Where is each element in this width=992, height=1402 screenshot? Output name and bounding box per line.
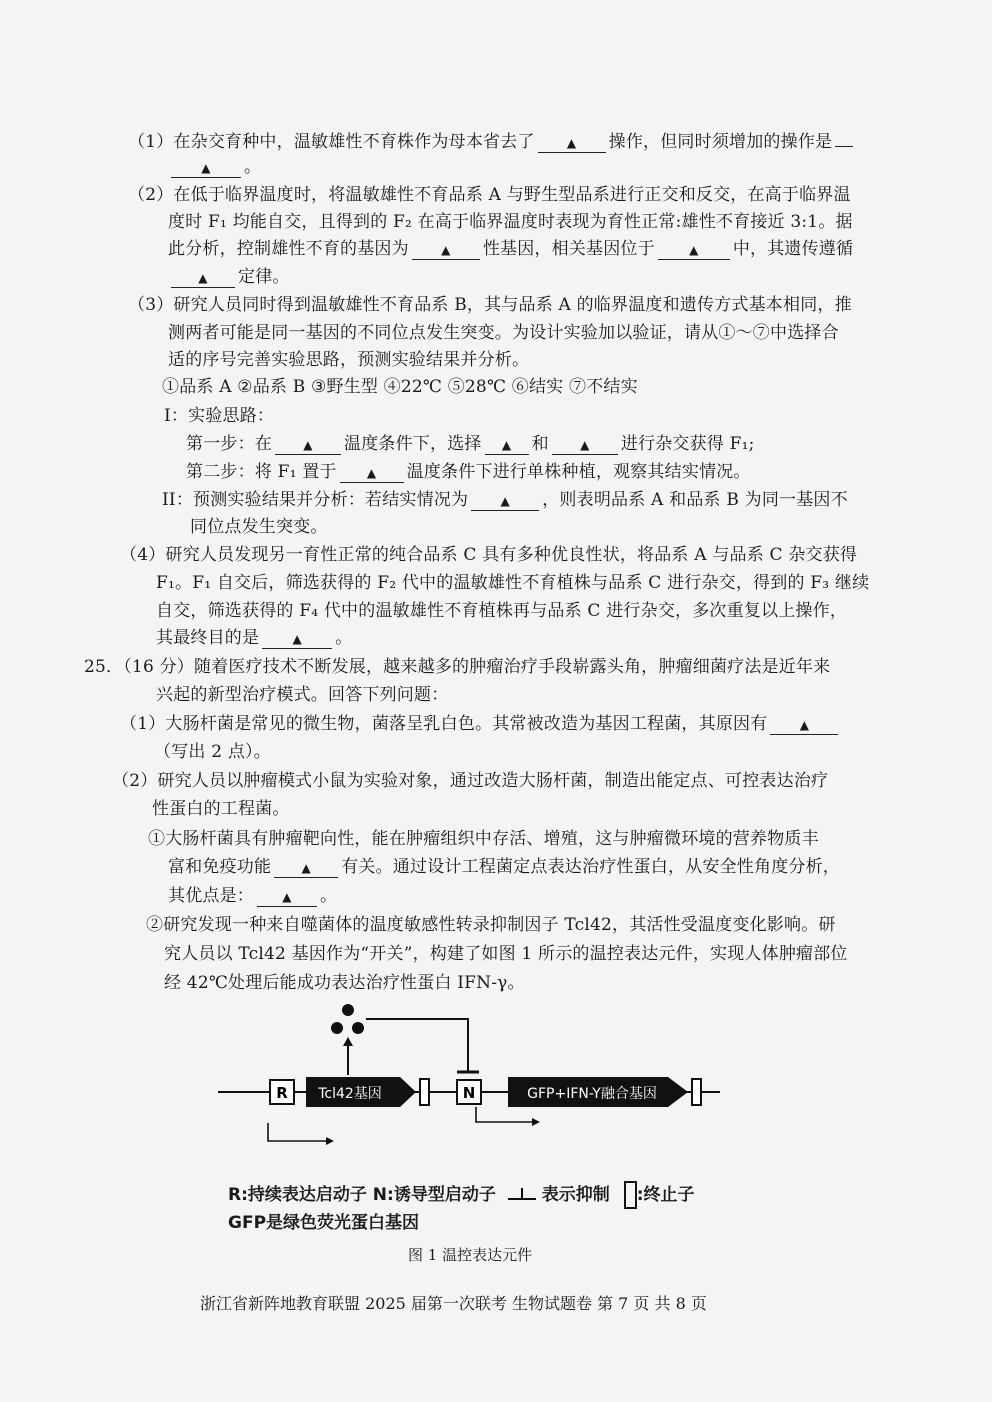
q25-part1-line1: （1）大肠杆菌是常见的微生物，菌落呈乳白色。其常被改造为基因工程菌，其原因有 ▲ [120,711,841,738]
figure-legend-line2: GFP是绿色荧光蛋白基因 [228,1213,420,1233]
answer-blank[interactable]: ▲ [171,267,235,288]
q25-sub2-line1: ②研究发现一种来自噬菌体的温度敏感性转录抑制因子 Tcl42，其活性受温度变化影响。研 [146,915,836,935]
q24-part3-heading-I: I：实验思路： [164,406,275,426]
r-promoter-label: R [276,1084,288,1102]
q24-part3-options: ①品系 A ②品系 B ③野生型 ④22℃ ⑤28℃ ⑥结实 ⑦不结实 [162,377,638,397]
answer-blank[interactable] [835,126,853,147]
tcl42-protein-dot [331,1022,343,1034]
inhibition-symbol-icon [508,1188,536,1202]
q24-part3-line3: 适的序号完善实验思路，预测实验结果并分析。 [168,350,530,370]
q24-part3-step2: 第二步：将 F₁ 置于 ▲ 温度条件下进行单株种植，观察其结实情况。 [186,462,751,482]
q25-sub1-line2: 富和免疫功能 ▲ 有关。通过设计工程菌定点表达治疗性蛋白，从安全性角度分析， [168,857,841,877]
answer-blank[interactable]: ▲ [485,434,529,455]
terminator-symbol-icon [624,1181,637,1209]
tcl42-protein-dot [342,1004,354,1016]
q24-part1-line2: ▲ 。 [168,154,261,181]
answer-blank[interactable]: ▲ [257,886,317,907]
q25-part2-line2: 性蛋白的工程菌。 [152,799,290,819]
q25-sub1-line1: ①大肠杆菌具有肿瘤靶向性，能在肿瘤组织中存活、增殖，这与肿瘤微环境的营养物质丰 [148,829,819,849]
q25-part2-line1: （2）研究人员以肿瘤模式小鼠为实验对象，通过改造大肠杆菌，制造出能定点、可控表达治疗 [112,771,829,791]
r-transcription-arrow-head [326,1137,334,1145]
q25-sub2-line3: 经 42℃处理后能成功表达治疗性蛋白 IFN-γ。 [164,973,525,993]
q25-header-line2: 兴起的新型治疗模式。回答下列问题： [156,685,449,705]
answer-blank[interactable]: ▲ [770,714,838,735]
q24-part2-line1: （2）在低于临界温度时，将温敏雄性不育品系 A 与野生型品系进行正交和反交，在高于临界温 [128,185,851,205]
temperature-control-element-diagram [200,995,740,1155]
answer-blank[interactable]: ▲ [340,462,404,483]
q25-sub1-line3: 其优点是： ▲ 。 [168,886,338,906]
answer-blank[interactable]: ▲ [658,239,730,260]
q24-part4-line4: 其最终目的是 ▲ 。 [156,628,353,648]
q24-part3-line1: （3）研究人员同时得到温敏雄性不育品系 B，其与品系 A 的临界温度和遗传方式基本相同，推 [128,295,852,315]
n-transcription-arrow-head [532,1118,540,1126]
n-transcription-arrow [476,1107,534,1122]
expression-arrow-head [343,1037,353,1046]
figure-caption: 图 1 温控表达元件 [408,1246,533,1264]
q25-sub2-line2: 究人员以 Tcl42 基因作为“开关”，构建了如图 1 所示的温控表达元件，实现人体肿瘤部位 [164,944,848,964]
figure-legend-line1: R:持续表达启动子 N:诱导型启动子 表示抑制 :终止子 [228,1180,695,1209]
answer-blank[interactable]: ▲ [275,434,341,455]
answer-blank[interactable]: ▲ [471,490,539,511]
q24-part2-line2: 度时 F₁ 均能自交，且得到的 F₂ 在高于临界温度时表现为育性正常:雄性不育接近 3:1。据 [168,212,853,232]
q24-part4-line1: （4）研究人员发现另一育性正常的纯合品系 C 具有多种优良性状，将品系 A 与品系 C 杂交获得 [120,545,858,565]
answer-blank[interactable]: ▲ [262,628,332,649]
answer-blank[interactable]: ▲ [538,132,606,153]
q24-part1-line1: （1）在杂交育种中，温敏雄性不育株作为母本省去了 ▲ 操作，但同时须增加的操作是 [128,126,856,156]
page-footer: 浙江省新阵地教育联盟 2025 届第一次联考 生物试题卷 第 7 页 共 8 页 [200,1294,707,1313]
answer-blank[interactable]: ▲ [274,857,338,878]
q25-header-line1: 25．（16 分）随着医疗技术不断发展，越来越多的肿瘤治疗手段崭露头角，肿瘤细菌疗法是近年来 [84,657,831,677]
answer-blank[interactable]: ▲ [552,434,618,455]
q24-part2-line3: 此分析，控制雄性不育的基因为 ▲ 性基因，相关基因位于 ▲ 中，其遗传遵循 [168,239,854,259]
q24-part4-line3: 自交，筛选获得的 F₄ 代中的温敏雄性不育植株再与品系 C 进行杂交，多次重复以上操作， [156,601,848,621]
terminator-2 [692,1079,701,1105]
inhibition-line [366,1019,468,1071]
answer-blank[interactable]: ▲ [171,157,241,178]
fusion-gene-label: GFP+IFN-Y融合基因 [527,1086,657,1102]
tcl42-protein-dot [352,1022,364,1034]
r-transcription-arrow [268,1123,328,1141]
answer-blank[interactable]: ▲ [412,239,480,260]
q24-part2-line4: ▲ 定律。 [168,264,290,291]
q24-part3-step1: 第一步：在 ▲ 温度条件下，选择 ▲ 和 ▲ 进行杂交获得 F₁; [186,434,755,454]
tcl42-gene-label: Tcl42基因 [318,1086,382,1102]
q25-part1-line2: （写出 2 点）。 [154,742,271,762]
n-promoter-label: N [462,1084,476,1102]
q24-part3-heading-II: II：预测实验结果并分析：若结实情况为 ▲ ，则表明品系 A 和品系 B 为同一基因不 [162,490,848,510]
q24-part4-line2: F₁。F₁ 自交后，筛选获得的 F₂ 代中的温敏雄性不育植株与品系 C 进行杂交，得到的 F₃ 继续 [156,573,870,593]
terminator-1 [420,1079,429,1105]
q24-part3-line2: 测两者可能是同一基因的不同位点发生突变。为设计实验加以验证，请从①～⑦中选择合 [168,323,839,343]
q24-part3-II-line2: 同位点发生突变。 [190,517,328,537]
